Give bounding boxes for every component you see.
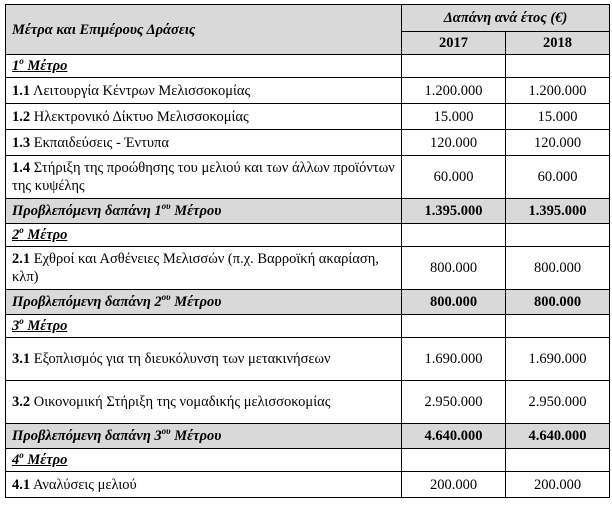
measure-1-title: $1^o$ Μέτρο [6, 55, 402, 78]
action-label: 1.3 Εκπαιδεύσεις - Έντυπα [6, 130, 402, 156]
value-2018: 1.690.000 [506, 338, 610, 381]
total-2017: 1.395.000 [402, 199, 506, 224]
table-row [6, 381, 610, 424]
measure-2-total-label: Προβλεπόμενη δαπάνη $2^{o\upsilon}$ Μέτρου [6, 290, 402, 315]
value-2018: 120.000 [506, 130, 610, 156]
total-2018: 4.640.000 [506, 424, 610, 449]
total-2017: 800.000 [402, 290, 506, 315]
measure-3-total-label: Προβλεπόμενη δαπάνη $3^{o\upsilon}$ Μέτρου [6, 424, 402, 449]
value-2017: 60.000 [402, 156, 506, 199]
value-2017: 15.000 [402, 104, 506, 130]
value-2018: 1.200.000 [506, 78, 610, 104]
value-2017: 120.000 [402, 130, 506, 156]
measures-column-header: Μέτρα και Επιμέρους Δράσεις [6, 5, 402, 55]
measure-2-title: $2^o$ Μέτρο [6, 224, 402, 247]
spend-column-header: Δαπάνη ανά έτος (€) [402, 5, 610, 32]
value-2017: 2.950.000 [402, 381, 506, 424]
value-2017: 1.690.000 [402, 338, 506, 381]
action-label: 1.4 Στήριξη της προώθησης του μελιού και των άλλων προϊόντων της κυψέλης [6, 156, 402, 199]
value-2018: 2.950.000 [506, 381, 610, 424]
total-2017: 4.640.000 [402, 424, 506, 449]
action-label: 2.1 Εχθροί και Ασθένειες Μελισσών (π.χ. Βαρροϊκή ακαρίαση, κλπ) [6, 247, 402, 290]
table-row [6, 130, 610, 156]
value-2018: 15.000 [506, 104, 610, 130]
measure-1-heading-row [6, 55, 610, 78]
measure-4-title: $4^o$ Μέτρο [6, 449, 402, 472]
value-2018: 200.000 [506, 472, 610, 498]
measure-3-heading-row [6, 315, 610, 338]
value-2017: 800.000 [402, 247, 506, 290]
total-2018: 800.000 [506, 290, 610, 315]
action-label: 3.1 Εξοπλισμός για τη διευκόλυνση των μετακινήσεων [6, 338, 402, 381]
header-row [6, 5, 610, 32]
measure-1-total-label: Προβλεπόμενη δαπάνη $1^{o\upsilon}$ Μέτρου [6, 199, 402, 224]
table-row [6, 247, 610, 290]
measure-3-total-row [6, 424, 610, 449]
action-label: 1.1 Λειτουργία Κέντρων Μελισσοκομίας [6, 78, 402, 104]
value-2017: 200.000 [402, 472, 506, 498]
action-label: 4.1 Αναλύσεις μελιού [6, 472, 402, 498]
value-2018: 800.000 [506, 247, 610, 290]
budget-table [5, 4, 610, 498]
table-row [6, 338, 610, 381]
table-row [6, 104, 610, 130]
measure-2-heading-row [6, 224, 610, 247]
value-2018: 60.000 [506, 156, 610, 199]
measure-3-title: $3^o$ Μέτρο [6, 315, 402, 338]
action-label: 1.2 Ηλεκτρονικό Δίκτυο Μελισσοκομίας [6, 104, 402, 130]
total-2018: 1.395.000 [506, 199, 610, 224]
action-label: 3.2 Οικονομική Στήριξη της νομαδικής μελισσοκομίας [6, 381, 402, 424]
table-row [6, 472, 610, 498]
table-row [6, 156, 610, 199]
value-2017: 1.200.000 [402, 78, 506, 104]
year-2018-header: 2018 [506, 32, 610, 55]
table-row [6, 78, 610, 104]
measure-4-heading-row [6, 449, 610, 472]
measure-1-total-row [6, 199, 610, 224]
measure-2-total-row [6, 290, 610, 315]
year-2017-header: 2017 [402, 32, 506, 55]
